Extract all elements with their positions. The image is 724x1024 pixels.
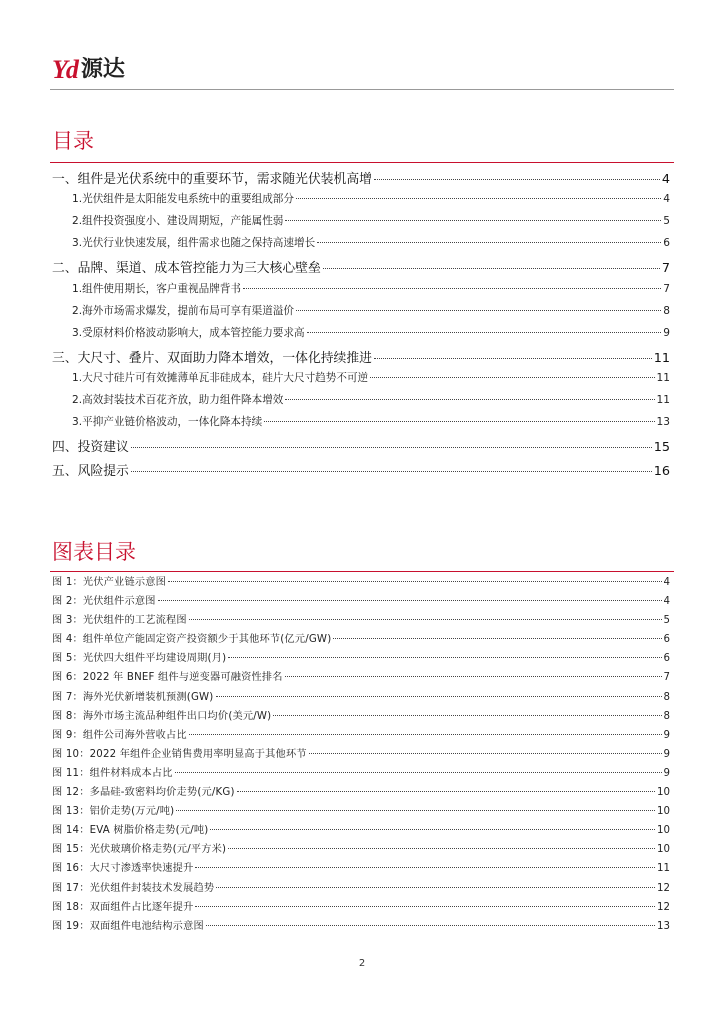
figure-list	[52, 573, 670, 936]
figure-entry-label: 图 15：光伏玻璃价格走势(元/平方米)	[52, 844, 227, 856]
toc-entry-label: 三、大尺寸、叠片、双面助力降本增效，一体化持续推进	[52, 350, 372, 366]
toc-entry-page-number: 4	[661, 172, 670, 187]
dot-leader	[374, 179, 660, 180]
figure-entry[interactable]	[52, 898, 670, 917]
figure-entry-page-number: 9	[663, 748, 670, 760]
figure-entry-page-number: 9	[663, 729, 670, 741]
toc-entry-label: 一、组件是光伏系统中的重要环节，需求随光伏装机高增	[52, 172, 372, 187]
toc-entry[interactable]	[52, 191, 670, 213]
dot-leader	[264, 421, 654, 422]
dot-leader	[370, 377, 654, 378]
toc-entry-label: 二、品牌、渠道、成本管控能力为三大核心壁垒	[52, 261, 321, 277]
figure-entry[interactable]	[52, 783, 670, 802]
figure-entry-page-number: 12	[657, 901, 670, 913]
toc-entry-label: 五、风险提示	[52, 463, 129, 479]
figure-entry[interactable]	[52, 649, 670, 668]
dot-leader	[309, 753, 662, 754]
figure-entry-page-number: 7	[663, 672, 670, 684]
figure-entry[interactable]	[52, 859, 670, 878]
figure-entry-page-number: 8	[663, 691, 670, 703]
figure-entry-label: 图 16：大尺寸渗透率快速提升	[52, 863, 194, 875]
toc-entry[interactable]	[52, 281, 670, 303]
figure-entry-label: 图 7：海外光伏新增装机预测(GW)	[52, 691, 214, 703]
toc-entry-page-number: 11	[656, 394, 670, 407]
dot-leader	[206, 925, 655, 926]
figure-entry[interactable]	[52, 840, 670, 859]
figure-entry-label: 图 1：光伏产业链示意图	[52, 577, 166, 588]
figure-list-divider	[50, 571, 674, 572]
toc-entry-page-number: 15	[653, 440, 670, 456]
figure-entry-label: 图 11：组件材料成本占比	[52, 767, 173, 779]
figure-entry[interactable]	[52, 917, 670, 936]
dot-leader	[237, 791, 655, 792]
figure-entry[interactable]	[52, 707, 670, 726]
dot-leader	[333, 638, 661, 639]
dot-leader	[285, 676, 662, 677]
dot-leader	[228, 848, 655, 849]
figure-entry[interactable]	[52, 611, 670, 630]
dot-leader	[216, 887, 655, 888]
toc-title-divider	[50, 162, 674, 163]
dot-leader	[176, 810, 655, 811]
toc-entry-label: 1.组件使用期长，客户重视品牌背书	[72, 282, 242, 295]
dot-leader	[195, 906, 655, 907]
page-number: 2	[358, 958, 366, 969]
toc-entry-label: 1.大尺寸硅片可有效摊薄单瓦非硅成本，硅片大尺寸趋势不可逆	[72, 372, 369, 385]
toc-entry-label: 3.光伏行业快速发展，组件需求也随之保持高速增长	[72, 237, 316, 250]
toc-entry-page-number: 7	[661, 261, 670, 277]
figure-entry-page-number: 5	[663, 615, 670, 627]
table-of-contents	[52, 168, 670, 483]
dot-leader	[158, 600, 662, 601]
figure-entry[interactable]	[52, 745, 670, 764]
figure-entry-page-number: 4	[663, 596, 670, 608]
figure-entry-label: 图 19：双面组件电池结构示意图	[52, 920, 204, 932]
toc-entry-label: 2.海外市场需求爆发，提前布局可享有渠道溢价	[72, 304, 294, 317]
dot-leader	[296, 310, 661, 311]
figure-entry-label: 图 6：2022 年 BNEF 组件与逆变器可融资性排名	[52, 672, 283, 684]
toc-entry[interactable]	[52, 370, 670, 392]
dot-leader	[189, 619, 662, 620]
toc-entry-label: 2.组件投资强度小、建设周期短，产能属性弱	[72, 215, 284, 228]
figure-entry-label: 图 13：铝价走势(万元/吨)	[52, 806, 175, 818]
toc-entry-page-number: 11	[656, 372, 670, 385]
dot-leader	[307, 332, 662, 333]
figure-entry[interactable]	[52, 821, 670, 840]
toc-entry[interactable]	[52, 347, 670, 370]
figure-entry-page-number: 11	[657, 863, 670, 875]
figure-entry-label: 图 5：光伏四大组件平均建设周期(月)	[52, 653, 227, 665]
figure-entry-page-number: 9	[663, 767, 670, 779]
figure-entry[interactable]	[52, 668, 670, 687]
figure-entry-page-number: 10	[657, 806, 670, 818]
toc-entry[interactable]	[52, 213, 670, 235]
figure-entry-label: 图 9：组件公司海外营收占比	[52, 729, 187, 741]
dot-leader	[285, 220, 661, 221]
figure-entry-page-number: 13	[657, 920, 670, 932]
figure-entry[interactable]	[52, 573, 670, 592]
figure-entry-page-number: 6	[663, 653, 670, 665]
figure-entry-page-number: 10	[657, 787, 670, 799]
toc-entry-page-number: 8	[663, 304, 670, 317]
figure-entry[interactable]	[52, 879, 670, 898]
toc-entry-page-number: 11	[653, 350, 670, 366]
toc-entry[interactable]	[52, 436, 670, 459]
figure-entry-label: 图 14：EVA 树脂价格走势(元/吨)	[52, 825, 209, 837]
toc-entry-page-number: 6	[663, 237, 670, 250]
dot-leader	[189, 734, 662, 735]
toc-entry-label: 3.平抑产业链价格波动，一体化降本持续	[72, 416, 263, 429]
toc-entry[interactable]	[52, 414, 670, 436]
dot-leader	[296, 198, 661, 199]
logo-mark: Yd	[52, 55, 77, 84]
dot-leader	[175, 772, 662, 773]
dot-leader	[210, 829, 655, 830]
toc-entry-label: 2.高效封装技术百花齐放，助力组件降本增效	[72, 394, 284, 407]
figure-entry-label: 图 12：多晶硅-致密料均价走势(元/KG)	[52, 787, 235, 799]
dot-leader	[228, 657, 661, 658]
figure-entry[interactable]	[52, 630, 670, 649]
figure-entry[interactable]	[52, 726, 670, 745]
figure-list-title: 图表目录	[52, 540, 136, 564]
figure-entry-label: 图 18：双面组件占比逐年提升	[52, 901, 194, 913]
figure-entry-page-number: 4	[663, 577, 670, 588]
toc-entry[interactable]	[52, 392, 670, 414]
figure-entry[interactable]	[52, 688, 670, 707]
figure-entry[interactable]	[52, 592, 670, 611]
figure-entry-label: 图 3：光伏组件的工艺流程图	[52, 615, 187, 627]
dot-leader	[323, 268, 660, 269]
figure-entry-page-number: 8	[663, 710, 670, 722]
toc-entry[interactable]	[52, 168, 670, 191]
header-divider	[50, 89, 674, 90]
brand-logo	[52, 56, 125, 84]
logo-text: 源达	[80, 57, 125, 82]
dot-leader	[317, 242, 661, 243]
figure-entry-page-number: 12	[657, 882, 670, 894]
toc-entry[interactable]	[52, 303, 670, 325]
toc-entry-page-number: 4	[663, 193, 670, 206]
dot-leader	[285, 399, 654, 400]
toc-entry[interactable]	[52, 460, 670, 483]
toc-entry[interactable]	[52, 325, 670, 347]
toc-entry-label: 四、投资建议	[52, 440, 129, 456]
figure-entry[interactable]	[52, 764, 670, 783]
figure-entry-label: 图 4：组件单位产能固定资产投资额少于其他环节(亿元/GW)	[52, 634, 332, 646]
dot-leader	[243, 288, 661, 289]
toc-entry-label: 1.光伏组件是太阳能发电系统中的重要组成部分	[72, 193, 294, 206]
dot-leader	[273, 715, 661, 716]
toc-entry[interactable]	[52, 257, 670, 280]
toc-entry-page-number: 7	[663, 282, 670, 295]
toc-title: 目录	[52, 129, 94, 153]
figure-entry-label: 图 10：2022 年组件企业销售费用率明显高于其他环节	[52, 748, 307, 760]
toc-entry-page-number: 16	[653, 463, 670, 479]
figure-entry[interactable]	[52, 802, 670, 821]
dot-leader	[168, 581, 662, 582]
dot-leader	[131, 447, 652, 448]
figure-entry-page-number: 10	[657, 844, 670, 856]
toc-entry-page-number: 5	[663, 215, 670, 228]
figure-entry-page-number: 10	[657, 825, 670, 837]
dot-leader	[131, 471, 652, 472]
figure-entry-label: 图 8：海外市场主流品种组件出口均价(美元/W)	[52, 710, 272, 722]
dot-leader	[374, 358, 652, 359]
toc-entry[interactable]	[52, 235, 670, 257]
toc-entry-page-number: 9	[663, 326, 670, 339]
dot-leader	[216, 696, 662, 697]
toc-entry-page-number: 13	[656, 416, 670, 429]
figure-entry-label: 图 17：光伏组件封装技术发展趋势	[52, 882, 215, 894]
figure-entry-page-number: 6	[663, 634, 670, 646]
figure-entry-label: 图 2：光伏组件示意图	[52, 596, 156, 608]
toc-entry-label: 3.受原材料价格波动影响大，成本管控能力要求高	[72, 326, 305, 339]
dot-leader	[195, 867, 655, 868]
